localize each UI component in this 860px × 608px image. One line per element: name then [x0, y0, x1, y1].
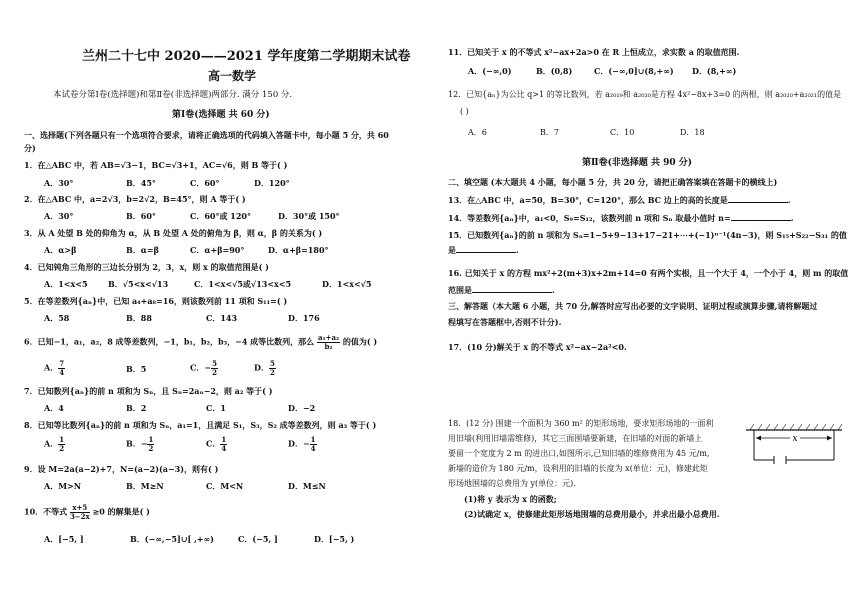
- q3-option-a: A．α>β: [44, 245, 77, 255]
- question-12-bracket: ( ): [460, 107, 469, 116]
- q13-answer-blank[interactable]: [728, 202, 788, 203]
- q8b-den: 2: [148, 444, 154, 453]
- q10-frac-num: x+5: [70, 504, 90, 513]
- q9-option-b: B．M≥N: [126, 481, 164, 491]
- question-14: 14．等差数列{aₙ}中，a₁<0，S₉=S₁₂，该数列前 n 项和 Sₙ 取最小值时 n= .: [448, 213, 794, 223]
- q3-option-c: C．α+β=90°: [190, 245, 245, 255]
- q9-option-d: D．M≤N: [288, 481, 326, 491]
- q6-text-end: 的值为( ): [342, 336, 378, 347]
- arrow-right-icon: [827, 436, 832, 441]
- question-10: [24, 504, 150, 521]
- q7-option-c: C．1: [206, 403, 226, 413]
- q6-frac-den: b₂: [324, 342, 333, 351]
- q2-option-b: B．60°: [126, 211, 156, 221]
- exam-title: 兰州二十七中 2020——2021 学年度第二学期期末试卷: [82, 49, 411, 64]
- field-diagram: [744, 420, 844, 468]
- q4-option-a: A．1<x<5: [44, 279, 88, 289]
- question-9: 9．设 M=2a(a−2)+7，N=(a−2)(a−3)，则有( ): [24, 464, 219, 474]
- question-12: 12．已知{aₙ}为公比 q>1 的等比数列，若 a₂₀₁₉和 a₂₀₂₀是方程 4x²−8x+3=0 的两根，则 a₂₀₂₀+a₂₀₂₁的值是: [448, 90, 842, 99]
- q6-option-d-label: D．: [254, 362, 269, 373]
- question-1: 1．在△ABC 中，若 AB=√3−1，BC=√3+1，AC=√6，则 B 等于( ): [24, 160, 288, 170]
- question-15: 15．已知数列{aₙ}的前 n 项和为 Sₙ=1−5+9−13+17−21+⋯+(−1)ⁿ⁻¹(4n−3)，则 S₁₅+S₂₂−S₃₁ 的值: [448, 230, 847, 240]
- q1-option-a: A．30°: [44, 178, 74, 188]
- q15-answer-blank[interactable]: [456, 252, 516, 253]
- q5-option-a: A．58: [44, 313, 70, 323]
- q2-option-d: D．30°或 150°: [278, 211, 340, 221]
- q12-option-c: C．10: [610, 128, 635, 137]
- q14-answer-blank[interactable]: [731, 220, 791, 221]
- q14-text: 14．等差数列{aₙ}中，a₁<0，S₉=S₁₂，该数列前 n 项和 Sₙ 取最小值时 n=: [448, 213, 731, 223]
- q1-option-b: B．45°: [126, 178, 156, 188]
- question-8: 8．已知等比数列{aₙ}的前 n 项和为 Sₙ，a₁=1，且满足 S₁，S₃，S₂ 成等差数列，则 a₃ 等于( ): [24, 420, 377, 430]
- q8-option-b-label: B．−: [126, 438, 148, 449]
- question-7: 7．已知数列{aₙ}的前 n 项和为 Sₙ，且 Sₙ=2aₙ−2，则 a₂ 等于( ): [24, 386, 273, 396]
- q10-text: 10．不等式: [24, 506, 68, 517]
- q5-option-b: B．88: [126, 313, 152, 323]
- q16-text-end: 范围是: [448, 285, 472, 295]
- section3-heading-cont: 程填写在答题框中,否则不计分).: [448, 317, 562, 327]
- q5-option-c: C．143: [206, 313, 238, 323]
- q8-option-b: [126, 436, 154, 453]
- q8-option-d-label: D．−: [288, 438, 310, 449]
- arrow-left-icon: [756, 436, 761, 441]
- question-16-cont: 范围是 .: [448, 285, 555, 295]
- question-18-line5: 形场地围墙的总费用为 y(单位：元).: [448, 479, 576, 488]
- q7-option-d: D．−2: [288, 403, 316, 413]
- question-6: [24, 334, 377, 351]
- q11-option-a: A．(−∞,0): [468, 66, 512, 76]
- q16-answer-blank[interactable]: [472, 292, 552, 293]
- q8d-num: 1: [310, 435, 316, 444]
- part1-title: 第Ⅰ卷(选择题 共 60 分): [172, 110, 270, 120]
- q8-option-a: [44, 436, 65, 453]
- question-5: 5．在等差数列{aₙ}中，已知 a₄+a₈=16，则该数列前 11 项和 S₁₁=( ): [24, 296, 288, 306]
- q6d-den: 2: [269, 368, 275, 377]
- q7-option-a: A．4: [44, 403, 64, 413]
- q3-option-d: D．α+β=180°: [268, 245, 329, 255]
- q11-option-b: B．(0,8): [536, 66, 573, 76]
- question-18-part2: (2)试确定 x，使修建此矩形场地围墙的总费用最小，并求出最小总费用.: [464, 509, 720, 519]
- question-13: 13．在△ABC 中，a=50，B=30°，C=120°，那么 BC 边上的高的长度是 .: [448, 195, 791, 205]
- q2-option-a: A．30°: [44, 211, 74, 221]
- q6c-num: 5: [212, 359, 217, 368]
- q4-option-d: D．1<x<√5: [322, 279, 372, 289]
- q6a-num: 7: [59, 359, 65, 368]
- q11-option-c: C．(−∞,0]∪(8,+∞): [594, 66, 674, 76]
- q7-option-b: B．2: [126, 403, 147, 413]
- q9-option-a: A．M>N: [44, 481, 82, 491]
- q10-text-end: ≥0 的解集是( ): [92, 506, 150, 517]
- section3-heading: 三、解答题（本大题 6 小题，共 70 分,解答时应写出必要的文字说明、证明过程或演算步骤,请将解题过: [448, 301, 818, 311]
- q6-fraction: [317, 334, 340, 351]
- q6c-den: 2: [212, 368, 217, 377]
- q12-option-a: A．6: [468, 128, 487, 137]
- question-15-cont: 是 .: [448, 245, 519, 255]
- question-16: 16. 已知关于 x 的方程 mx²+2(m+3)x+2m+14=0 有两个实根，且一个大于 4，一个小于 4，则 m 的取值: [448, 268, 849, 278]
- question-3: 3．从 A 处望 B 处的仰角为 α，从 B 处望 A 处的俯角为 β，则 α，β 的关系为( ): [24, 228, 323, 238]
- q6-option-d: [254, 360, 276, 377]
- dimension-label: x: [792, 434, 798, 444]
- q8-option-c-label: C．: [206, 438, 221, 449]
- q9-option-c: C．M<N: [206, 481, 244, 491]
- part2-title: 第Ⅱ卷(非选择题 共 90 分): [582, 158, 693, 168]
- q8a-den: 2: [59, 444, 65, 453]
- q11-option-d: D．(8,+∞): [692, 66, 737, 76]
- q6-option-a: [44, 360, 65, 377]
- q12-option-b: B．7: [540, 128, 559, 137]
- q6-option-b: B．5: [126, 364, 147, 374]
- q10-option-c: C．(−5, ]: [238, 534, 278, 544]
- q8d-den: 4: [310, 444, 316, 453]
- q6d-num: 5: [269, 359, 275, 368]
- question-17: 17．(10 分)解关于 x 的不等式 x²−ax−2a²<0.: [448, 342, 627, 352]
- q6-option-a-label: A．: [44, 362, 59, 373]
- question-18-part1: (1)将 y 表示为 x 的函数;: [464, 494, 557, 504]
- wall-hatch: [750, 424, 842, 430]
- question-18-line2: 用旧墙(利用旧墙需维修)，其它三面围墙要新建，在旧墙的对面的新墙上: [448, 434, 703, 443]
- q10-option-d: D．[−5, ): [314, 534, 355, 544]
- q1-option-d: D．120°: [254, 178, 290, 188]
- q6a-den: 4: [59, 368, 65, 377]
- question-11: 11．已知关于 x 的不等式 x²−ax+2a>0 在 R 上恒成立，求实数 a 的取值范围.: [448, 47, 740, 57]
- q8a-num: 1: [59, 435, 65, 444]
- q2-option-c: C．60°或 120°: [190, 211, 251, 221]
- q8-option-c: [206, 436, 227, 453]
- q8b-num: 1: [148, 435, 154, 444]
- q10-option-a: A．[−5, ]: [44, 534, 84, 544]
- q5-option-d: D．176: [288, 313, 320, 323]
- question-18-line3: 要留一个宽度为 2 m 的进出口,如图所示,已知旧墙的维修费用为 45 元/m,: [448, 449, 710, 458]
- q8c-den: 4: [221, 444, 227, 453]
- q12-option-d: D．18: [680, 128, 705, 137]
- q8-option-a-label: A．: [44, 438, 59, 449]
- section1-heading-cont: 分): [24, 143, 36, 153]
- q10-frac-den: 3−2x: [69, 512, 90, 521]
- q6-frac-num: a₁+a₂: [317, 333, 340, 342]
- question-18: 18．(12 分) 围建一个面积为 360 m² 的矩形场地，要求矩形场地的一面利: [448, 419, 714, 428]
- q6-option-c: [190, 360, 218, 377]
- q4-option-c: C．1<x<√5或√13<x<5: [194, 279, 292, 289]
- q3-option-b: B．α=β: [126, 245, 159, 255]
- question-4: 4．已知钝角三角形的三边长分别为 2，3，x，则 x 的取值范围是( ): [24, 262, 269, 272]
- q1-option-c: C．60°: [190, 178, 220, 188]
- q4-option-b: B．√5<x<√13: [108, 279, 169, 289]
- q10-option-b: B．(−∞,−5]∪[ ,+∞): [130, 534, 214, 544]
- question-2: 2．在△ABC 中，a=2√3，b=2√2，B=45°，则 A 等于( ): [24, 194, 246, 204]
- subject-title: 高一数学: [208, 69, 257, 83]
- q8-option-d: [288, 436, 317, 453]
- section2-heading: 二、填空题 (本大题共 4 小题，每小题 5 分，共 20 分，请把正确答案填在答题卡的横线上): [448, 177, 778, 187]
- q6-text: 6．已知−1，a₁，a₂，8 成等差数列，−1，b₁，b₂，b₃，−4 成等比数列，那么: [24, 336, 315, 347]
- question-18-line4: 新墙的造价为 180 元/m，设利用的旧墙的长度为 x(单位：元)，修建此矩: [448, 464, 708, 473]
- section1-heading: 一、选择题(下列各题只有一个选项符合要求，请将正确选项的代码填入答题卡中，每小题 5 分，共 60: [24, 130, 389, 140]
- q6-option-c-label: C．−: [190, 362, 212, 373]
- q8c-num: 1: [221, 435, 227, 444]
- q15-text-end: 是: [448, 245, 456, 255]
- q13-text: 13．在△ABC 中，a=50，B=30°，C=120°，那么 BC 边上的高的长度是: [448, 195, 728, 205]
- exam-note: 本试卷分第Ⅰ卷(选择题)和第Ⅱ卷(非选择题)两部分. 满分 150 分.: [53, 90, 293, 100]
